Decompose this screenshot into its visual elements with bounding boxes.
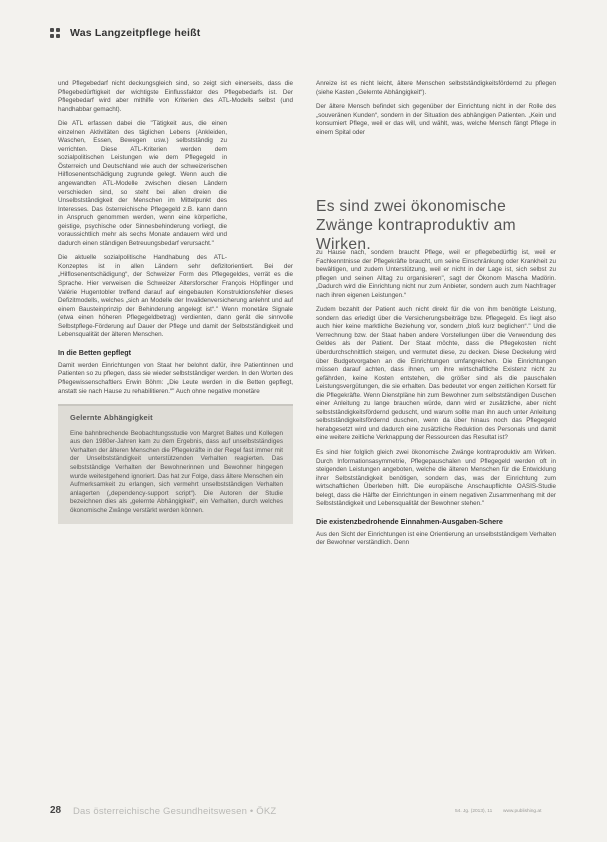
info-box-title: Gelernte Abhängigkeit xyxy=(70,413,153,423)
pullquote-space xyxy=(233,172,297,258)
paragraph: Die ATL erfassen dabei die "Tätigkeit aus, die einen einzelnen Aktivitäten des täglichen Lebens (Ankleiden, Waschen, Essen, Bewegen usw.) selbstständig zu verrichten. Diese ATL-Kriterien werden dem sozialpolitischen Leistungen wie dem Pflegegeld in Österreich und Deutschland wie auch der schweizerischen Hilflosenentschädigung zugrunde gelegt. Wenn auch die angewandten ATL-Modelle zwischen diesen Ländern verschieden sind, so steht bei allen dreien die Unselbstständigkeit der Menschen im Mittelpunkt des Interesses. Das österreichische Pflegegeld z.B. kann dann in Anspruch genommen werden, wenn eine körperliche, geistige, psychische oder Sinnesbehinderung vorliegt, die voraussichtlich mehr als sechs Monate andauern wird und dadurch einen ständigen Betreuungsbedarf verursacht." xyxy=(58,120,227,247)
paragraph: Zudem bezahlt der Patient auch nicht direkt für die von ihm benötigte Leistung, sondern das erledigt über die Versicherungsbeiträge bzw. Pflegegeld. Es liegt also auch hier keine marktliche Beziehung vor, sondern „bloß kurz beglichen“." Und die Verrechnung bzw. der Staat haben andere Vorstellungen über die Verwendung des Geldes als der Patient. Der Staat möchte, dass die Pflegekosten nicht überdurchschnittlich steigen, und vermutet diese, zu decken. Diese Deckelung wird über Budgetvorgaben an die Einrichtungen umfangreichen. Die Einrichtungen müssen darauf achten, dass ihnen, um ihre wirtschaftliche Existenz nicht zu gefährden, keine Kosten entstehen, die größer sind als die pauschalen Leistungsvergütungen, die sie erhalten. Das bedeutet vor engen zeitlichen Korsett für die Pflegekräfte. Wenn Dienstpläne hin zum Bewohner zum selbstständigen Duschen einer Anleitung zu lange brauchen würde, dann wird er zusätzliche, aber nicht selbstständigkeitsfördernd geduscht, und warum sollte man ihn auch unter Anleitung selbstständigkeitsfördernd duschen, wenn da über hinaus noch das Pflegegeld herabgesetzt wird und dadurch eine zusätzliche Reduktion des Personals und damit eine weitere zeitliche Verknappung der Ressourcen das Resultat ist? xyxy=(316,306,556,442)
right-column xyxy=(316,249,556,554)
paragraph: Anreize ist es nicht leicht, ältere Menschen selbstständigkeitsfördernd zu pflegen (siehe Kasten „Gelernte Abhängigkeit“). xyxy=(316,80,556,96)
subheading: In die Betten gepflegt xyxy=(58,347,132,357)
paragraph: zu Hause nach, sondern braucht Pflege, weil er pflegebedürftig ist, weil er Fachkenntnisse der Pflegekräfte braucht, um seine Einschränkung oder Krankheit zu bewältigen, und zudem Unterstützung, weil er nicht in der Lage ist, sich selbst zu pflegen und seinen Alltag zu organisieren", sagt der Ökonom Mascha Madörin. „Dadurch wird die Einrichtung nicht nur zum Anbieter, sondern auch zum Nachfrager nach ihren eigenen Leistungen.“ xyxy=(316,249,556,299)
page-footer xyxy=(50,805,560,819)
grid-dots-icon xyxy=(50,28,60,38)
paragraph: Der ältere Mensch befindet sich gegenüber der Einrichtung nicht in der Rolle des „souveränen Kunden“, sondern in der Situation des abhängigen Patienten. „Kein und konsumiert Pflege, weil er das will, und wählt, was, welche Mensch fängt Pflege in einem Spital oder xyxy=(316,103,556,136)
subheading: Die existenzbedrohende Einnahmen-Ausgaben-Schere xyxy=(316,516,503,526)
paragraph: Aus den Sicht der Einrichtungen ist eine Orientierung an unselbstständigem Verhalten der Bewohner verständlich. Denn xyxy=(316,530,556,547)
info-box xyxy=(58,404,293,523)
section-title: Was Langzeitpflege heißt xyxy=(70,27,201,39)
right-column-top xyxy=(316,80,556,143)
page-header xyxy=(50,26,200,40)
paragraph: Die aktuelle sozialpolitische Handhabung des ATL-Konzeptes ist in allen Ländern sehr defizitorientiert. Bei der „Hilflosenentschädigung“, der Schweizer Form des Pflegegeldes, verrät es die Sprache. Hier verweisen die Schweizer Altersforscher François Höpflinger und Valérie Hugentobler treffend darauf auf eingebauten Konstruktionsfehler dieses Defizitmodells, welches „sich an Modelle der Invalidenversicherung anlehnt und auf einem Bausteinprinzip der Behinderung angelegt ist“." Wenn monetäre Signale (etwa einen höheren Pflegegeldbetrag) verdienten, dann gerät die sinnvolle Selbstpflege-Förderung auf Dauer der Pflege und damit der Selbstständigkeit und Lebensqualität der älteren Menschen. xyxy=(58,254,293,339)
paragraph: Es sind hier folglich gleich zwei ökonomische Zwänge kontraproduktiv am Wirken. Durch Informationsasymmetrie, Pflegepauschalen und Pflegegeld werden oft in steigenden Leistungen angeboten, welche die älteren Menschen für die Entwicklung ihrer Selbstständigkeit benötigen, sondern das, was der Einrichtung zum wirtschaftlichen Überleben hilft. Die europäische Anschaupflichte OASIS-Studie belegt, dass die Hälfte der Einrichtungen in einem negativen Zusammenhang mit der Selbstständigkeit und Lebensqualität der Bewohner stehen." xyxy=(316,449,556,508)
website: www.publishing.at xyxy=(503,809,542,814)
journal-name: Das österreichische Gesundheitswesen • ÖKZ xyxy=(73,806,277,817)
pull-quote: Es sind zwei ökonomische Zwänge kontraproduktiv am Wirken. xyxy=(316,198,516,253)
page-number: 28 xyxy=(50,805,62,816)
issue-info: 54. Jg. (2013), 11 xyxy=(455,809,493,814)
paragraph: und Pflegebedarf nicht deckungsgleich sind, so zeigt sich einerseits, dass die Pflegebedürftigkeit der wichtigste Einflussfaktor des Pflegebedarfs ist. Der Pflegebedarf wird aber mithilfe von Kriterien des ATL-Modells selbst (und handhabbar gemacht). xyxy=(58,80,293,113)
left-column xyxy=(58,80,293,524)
info-box-text: Eine bahnbrechende Beobachtungsstudie von Margret Baltes und Kollegen aus den 1980er-Jahren kam zu dem Ergebnis, dass auf unselbstständiges Verhalten der älteren Menschen die Pflegekräfte in der Regel fast immer mit der Unselbstständigkeit unterstützenden Verhalten reagierten. Das selbstständige Verhalten der Bewohnerinnen und Bewohner hingegen wurde weitestgehend ignoriert. Das hat zur Folge, dass ältere Menschen ein Aufmerksamkeit zu erlangen, sich vermehrt unselbstständigen Verhalten anlagerten („dependency-support script“). Die Autoren der Studie bezeichnen dies als „gelernte Abhängigkeit“, ein Verhalten, durch welches ökonomische Zwänge verstärkt werden können. xyxy=(70,429,283,514)
paragraph: Damit werden Einrichtungen von Staat her belohnt dafür, ihre Patientinnen und Patienten so zu pflegen, dass sie wieder selbstständiger werden. In den Worten des Pflegewissenschaftlers Erwin Böhm: „Die Leute werden in die Betten gepflegt, anstatt sie nach Hause zu rehabilitieren.“" Auch ohne negative monetäre xyxy=(58,361,293,395)
